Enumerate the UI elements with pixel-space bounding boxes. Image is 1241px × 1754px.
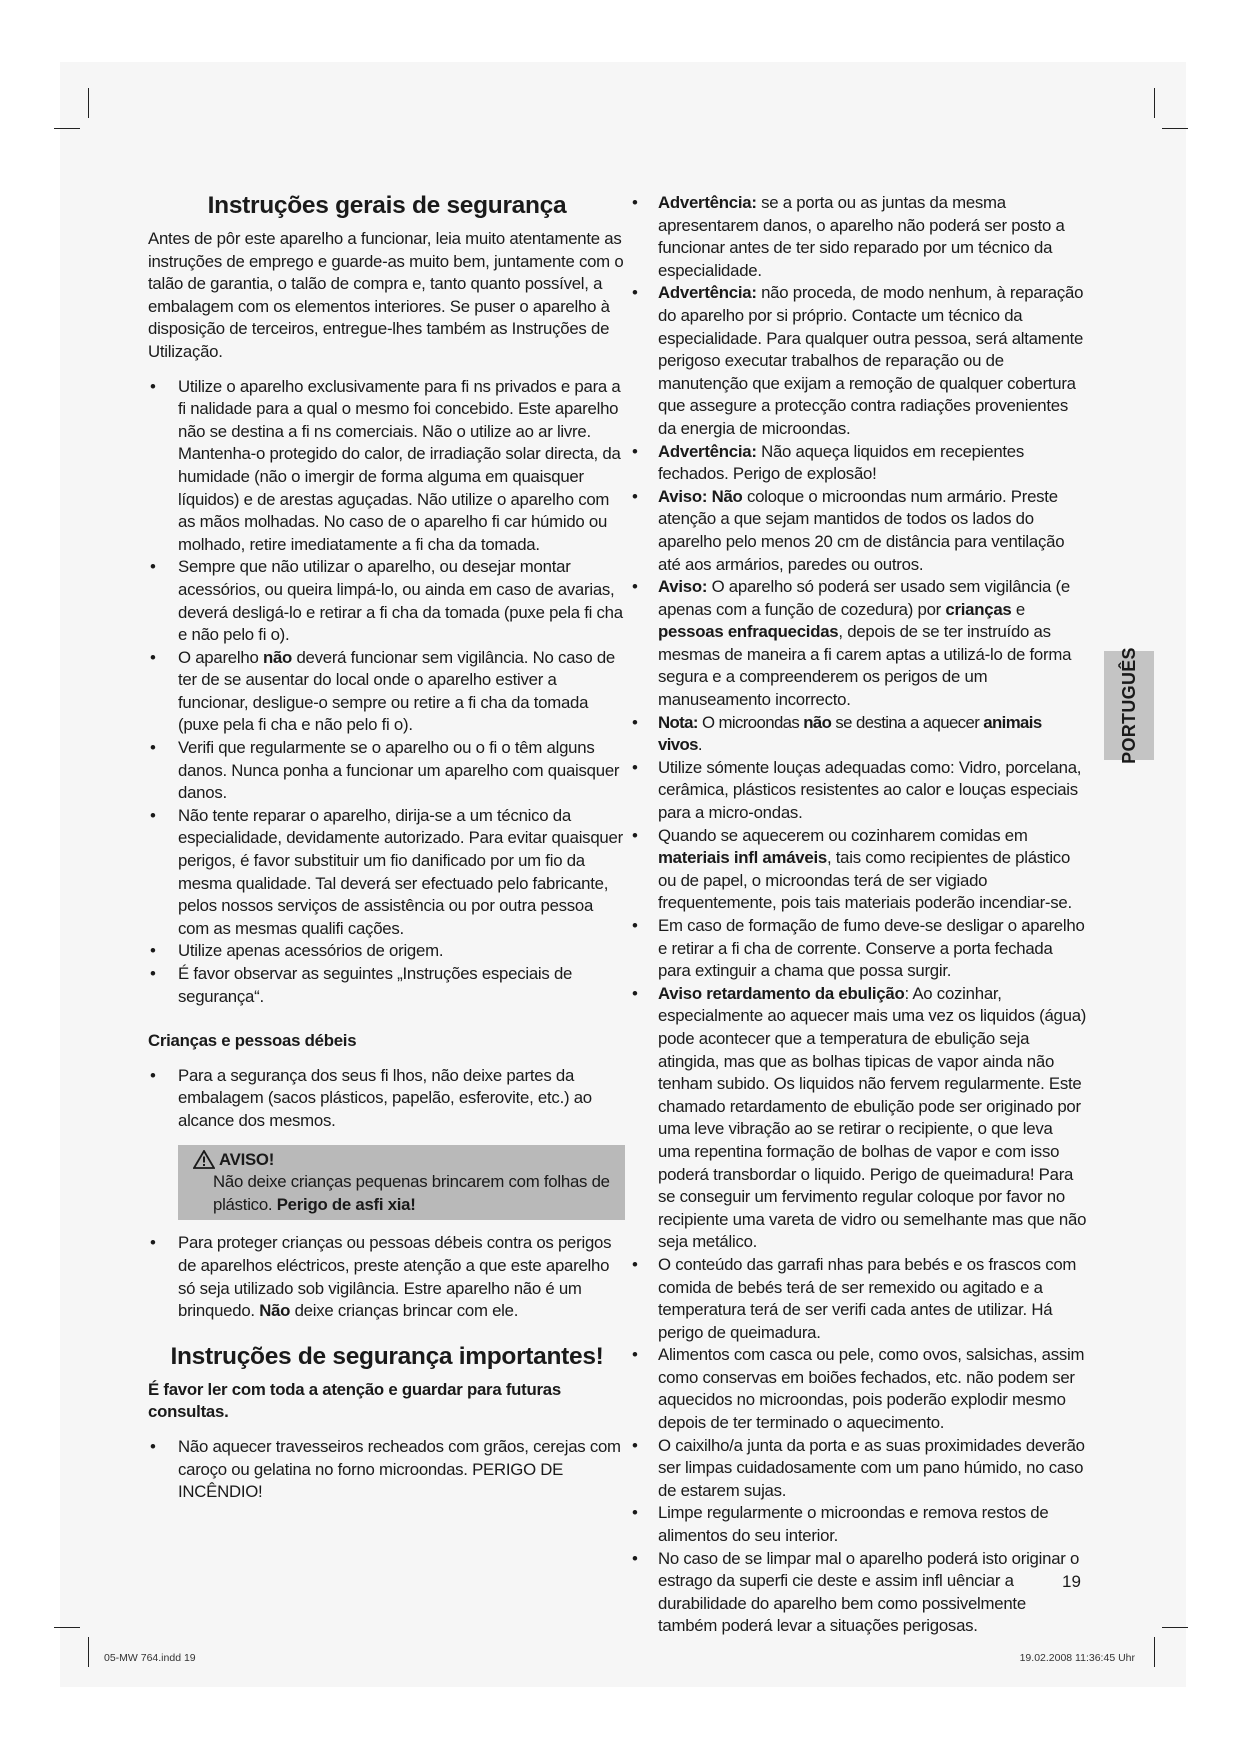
list-item: • Aviso retardamento da ebulição: Ao cozinhar, especialmente ao aquecer mais uma vez os liquidos (água) pode acontecer que a temperatura de ebulição seja atingida, mas que as bolhas tipicas de vapor ainda não tenham subido. Os liquidos não fervem regularmente. Este chamado retardamento de ebulição pode ser originado por uma leve vibração ao se retirar o recipiente, o que leva uma repentina formação de bolhas de vapor e com isso poderá transbordar o liquido. Perigo de queimadura! Para se conseguir um fervimento regular coloque por favor no recipiente uma vareta de vidro ou semelhante mas que não seja metálico. xyxy=(632,983,1087,1252)
list-item: • Limpe regularmente o microondas e remova restos de alimentos do seu interior. xyxy=(632,1503,1049,1546)
list-item: • É favor observar as seguintes „Instruções especiais de segurança“. xyxy=(150,964,573,1006)
crop-mark xyxy=(1154,88,1155,118)
list-item: • Verifi que regularmente se o aparelho ou o fi o têm alguns danos. Nunca ponha a funcionar um aparelho com quaisquer danos. xyxy=(150,738,620,803)
list-item: • Em caso de formação de fumo deve-se desligar o aparelho e retirar a fi cha de corrente. Conserve a porta fechada para extinguir a chama que possa surgir. xyxy=(632,916,1085,981)
list-item: • Não aquecer travesseiros recheados com grãos, cerejas com caroço ou gelatina no forno microondas. PERIGO DE INCÊNDIO! xyxy=(150,1436,621,1502)
general-safety-list xyxy=(148,376,626,1009)
list-item: • Alimentos com casca ou pele, como ovos, salsichas, assim como conservas em boiões fechados, etc. não podem ser aquecidos no microondas, pois poderão explodir mesmo depois de ter terminado o aquecimento. xyxy=(632,1345,1085,1433)
right-column xyxy=(630,192,1088,1638)
list-item: • Aviso: O aparelho só poderá ser usado sem vigilância (e apenas com a função de cozedura) por crianças e pessoas enfraquecidas, depois de se ter instruído as mesmas de maneira a fi carem aptas a utilizá-lo de forma segura e a compreenderem os perigos de um manuseamento incorrecto. xyxy=(632,577,1072,710)
children-list xyxy=(148,1065,626,1133)
section-title-general-safety: Instruções gerais de segurança xyxy=(207,192,567,219)
crop-mark xyxy=(88,1637,89,1667)
subheading-read-carefully: É favor ler com toda a atenção e guardar para futuras consultas. xyxy=(148,1379,561,1422)
warning-text: Não deixe crianças pequenas brincarem com folhas de plástico. Perigo de asfi xia! xyxy=(213,1172,610,1214)
intro-paragraph: Antes de pôr este aparelho a funcionar, leia muito atentamente as instruções de emprego e guarde-as muito bem, juntamente com o talão de garantia, o talão de compra e, tanto quanto possível, a embalagem com os elementos interiores. Se puser o aparelho à disposição de terceiros, entregue-lhes também as Instruções de Utilização. xyxy=(148,229,624,361)
warning-box xyxy=(178,1145,625,1221)
list-item: • Advertência: Não aqueça liquidos em recepientes fechados. Perigo de explosão! xyxy=(632,441,1025,484)
list-item: • Não tente reparar o aparelho, dirija-se a um técnico da especialidade, devidamente autorizado. Para evitar quaisquer perigos, é favor substituir um fio danificado por um fio da mesma qualidade. Tal deverá ser efectuado pelo fabricante, pelos nossos serviços de assistência ou por outra pessoa com as mesmas qualifi cações. xyxy=(150,805,623,938)
left-column xyxy=(148,192,626,1504)
warning-title: AVISO! xyxy=(193,1149,615,1172)
list-item: • Aviso: Não coloque o microondas num armário. Preste atenção a que sejam mantidos de todos os lados do aparelho pelo menos 20 cm de distância para ventilação até aos armários, paredes ou outros. xyxy=(632,486,1065,574)
list-item: • Utilize sómente louças adequadas como: Vidro, porcelana, cerâmica, plásticos resistentes ao calor e louças especiais para a micro-ondas. xyxy=(632,757,1082,823)
list-item: • Quando se aquecerem ou cozinharem comidas em materiais infl amáveis, tais como recipientes de plástico ou de papel, o microondas terá de ser vigiado frequentemente, pois tais materiais poderão incendiar-se. xyxy=(632,825,1072,913)
list-item: • Utilize o aparelho exclusivamente para fi ns privados e para a fi nalidade para a qual o mesmo foi concebido. Este aparelho não se destina a fi ns comerciais. Não o utilize ao ar livre. Mantenha-o protegido do calor, de irradiação solar directa, da humidade (não o imergir de forma alguma em quaisquer líquidos) e de arestas aguçadas. Não utilize o aparelho com as mãos molhadas. No caso de o aparelho fi car húmido ou molhado, retire imediatamente a fi cha da tomada. xyxy=(150,376,621,554)
list-item: • Utilize apenas acessórios de origem. xyxy=(150,941,444,961)
list-item: • Para a segurança dos seus fi lhos, não deixe partes da embalagem (sacos plásticos, papelão, esferovite, etc.) ao alcance dos mesmos. xyxy=(150,1065,592,1130)
list-item: • Sempre que não utilizar o aparelho, ou desejar montar acessórios, ou queira limpá-lo, ou ainda em caso de avarias, deverá desligá-lo e retirar a fi cha da tomada (puxe pela fi cha e não pelo fi o). xyxy=(150,557,623,645)
subheading-children: Crianças e pessoas débeis xyxy=(148,1031,357,1051)
crop-mark xyxy=(1162,1627,1188,1628)
crop-mark xyxy=(54,128,80,129)
important-list xyxy=(148,1436,626,1504)
list-item: • Para proteger crianças ou pessoas débeis contra os perigos de aparelhos eléctricos, preste atenção a que este aparelho só seja utilizado sob vigilância. Estre aparelho não é um brinquedo. Não deixe crianças brincar com ele. xyxy=(150,1233,612,1321)
list-item: • O aparelho não deverá funcionar sem vigilância. No caso de ter de se ausentar do local onde o aparelho estiver a funcionar, desligue-o sempre ou retire a fi cha da tomada (puxe pela fi cha e não pelo fi o). xyxy=(150,647,615,735)
footer-timestamp: 19.02.2008 11:36:45 Uhr xyxy=(1019,1652,1135,1664)
crop-mark xyxy=(1154,1637,1155,1667)
crop-mark xyxy=(88,88,89,118)
list-item: • Nota: O microondas não se destina a aquecer animais vivos. xyxy=(632,712,1042,755)
footer-file-info: 05-MW 764.indd 19 xyxy=(104,1652,196,1664)
list-item: • O caixilho/a junta da porta e as suas proximidades deverão ser limpas cuidadosamente com um pano húmido, no caso de estarem sujas. xyxy=(632,1435,1085,1500)
children-list-2 xyxy=(148,1232,626,1322)
list-item: • O conteúdo das garrafi nhas para bebés e os frascos com comida de bebés terá de ser remexido ou agitado e a temperatura terá de ser verifi cada antes de utilizar. Há perigo de queimadura. xyxy=(632,1254,1077,1342)
list-item: • Advertência: se a porta ou as juntas da mesma apresentarem danos, o aparelho não poderá ser posto a funcionar antes de ter sido reparado por um técnico da especialidade. xyxy=(632,193,1065,280)
list-item: • Advertência: não proceda, de modo nenhum, à reparação do aparelho por si próprio. Contacte um técnico da especialidade. Para qualquer outra pessoa, será altamente perigoso executar trabalhos de reparação ou de manutenção que exijam a remoção de qualquer cobertura que assegure a protecção contra radiações provenientes da energia de microondas. xyxy=(632,283,1084,438)
language-tab: PORTUGUÊS xyxy=(1104,651,1154,760)
section-title-important: Instruções de segurança importantes! xyxy=(170,1342,604,1370)
crop-mark xyxy=(54,1627,80,1628)
page-number: 19 xyxy=(1062,1572,1081,1591)
warning-triangle-icon xyxy=(193,1150,215,1169)
list-item: • No caso de se limpar mal o aparelho poderá isto originar o estrago da superfi cie deste e assim infl uênciar a durabilidade do aparelho bem como possivelmente também poderá levar a situações perigosas. xyxy=(632,1548,1080,1636)
crop-mark xyxy=(1162,128,1188,129)
warnings-list xyxy=(630,192,1088,1638)
